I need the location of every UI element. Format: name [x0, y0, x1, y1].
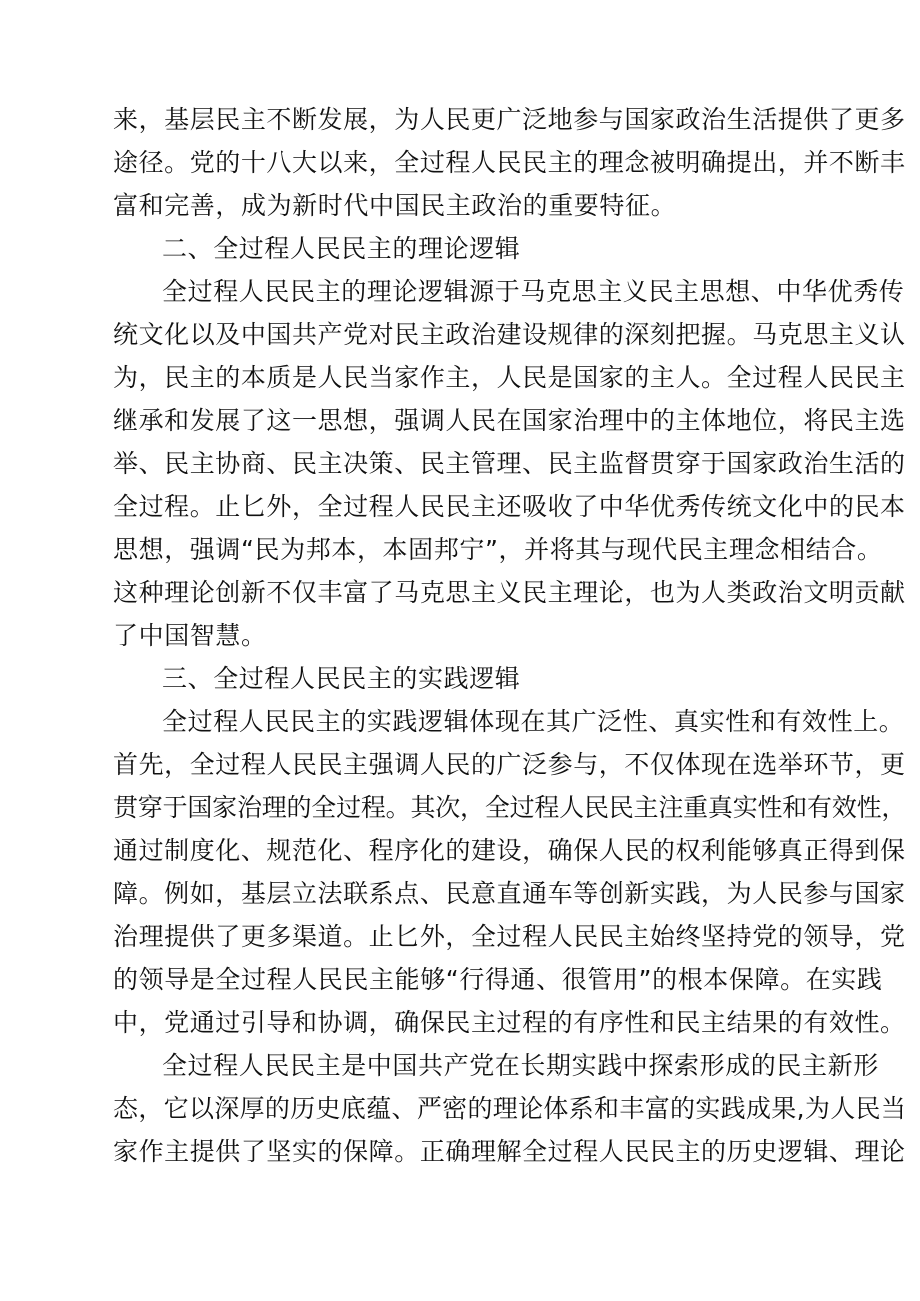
section-heading: 二、全过程人民民主的理论逻辑 — [162, 234, 521, 263]
text-line: 这种理论创新不仅丰富了马克思主义民主理论，也为人类政治文明贡献 — [113, 578, 906, 607]
section-heading: 三、全过程人民民主的实践逻辑 — [162, 664, 521, 693]
text-line: 贯穿于国家治理的全过程。其次，全过程人民民主注重真实性和有效性， — [113, 793, 907, 822]
text-line: 通过制度化、规范化、程序化的建设，确保人民的权利能够真正得到保 — [113, 836, 906, 865]
text-line: 了中国智慧。 — [113, 621, 267, 650]
text-line: 的领导是全过程人民民主能够“行得通、很管用”的根本保障。在实践 — [113, 965, 883, 994]
text-line: 首先，全过程人民民主强调人民的广泛参与，不仅体现在选举环节，更 — [113, 750, 906, 779]
text-line: 统文化以及中国共产党对民主政治建设规律的深刻把握。马克思主义认 — [113, 320, 906, 349]
text-line: 途径。党的十八大以来，全过程人民民主的理念被明确提出，并不断丰 — [113, 148, 906, 177]
text-line: 态，它以深厚的历史底蕴、严密的理论体系和丰富的实践成果,为人民当 — [113, 1094, 907, 1123]
text-line: 举、民主协商、民主决策、民主管理、民主监督贯穿于国家政治生活的 — [113, 449, 906, 478]
text-line: 富和完善，成为新时代中国民主政治的重要特征。 — [113, 191, 677, 220]
text-line: 为，民主的本质是人民当家作主，人民是国家的主人。全过程人民民主 — [113, 363, 906, 392]
text-line: 来，基层民主不断发展，为人民更广泛地参与国家政治生活提供了更多 — [113, 105, 906, 134]
text-line: 全过程人民民主是中国共产党在长期实践中探索形成的民主新形 — [162, 1051, 879, 1080]
text-line: 中，党通过引导和协调，确保民主过程的有序性和民主结果的有效性。 — [113, 1008, 906, 1037]
text-line: 全过程人民民主的实践逻辑体现在其广泛性、真实性和有效性上。 — [162, 707, 905, 736]
text-line: 治理提供了更多渠道。止匕外，全过程人民民主始终坚持党的领导，党 — [113, 922, 906, 951]
text-line: 全过程人民民主的理论逻辑源于马克思主义民主思想、中华优秀传 — [162, 277, 905, 306]
text-line: 障。例如，基层立法联系点、民意直通车等创新实践，为人民参与国家 — [113, 879, 906, 908]
text-line: 全过程。止匕外，全过程人民民主还吸收了中华优秀传统文化中的民本 — [113, 492, 906, 521]
text-line: 思想，强调“民为邦本，本固邦宁”，并将其与现代民主理念相结合。 — [113, 535, 883, 564]
text-line: 继承和发展了这一思想，强调人民在国家治理中的主体地位，将民主选 — [113, 406, 906, 435]
text-line: 家作主提供了坚实的保障。正确理解全过程人民民主的历史逻辑、理论 — [113, 1137, 906, 1166]
